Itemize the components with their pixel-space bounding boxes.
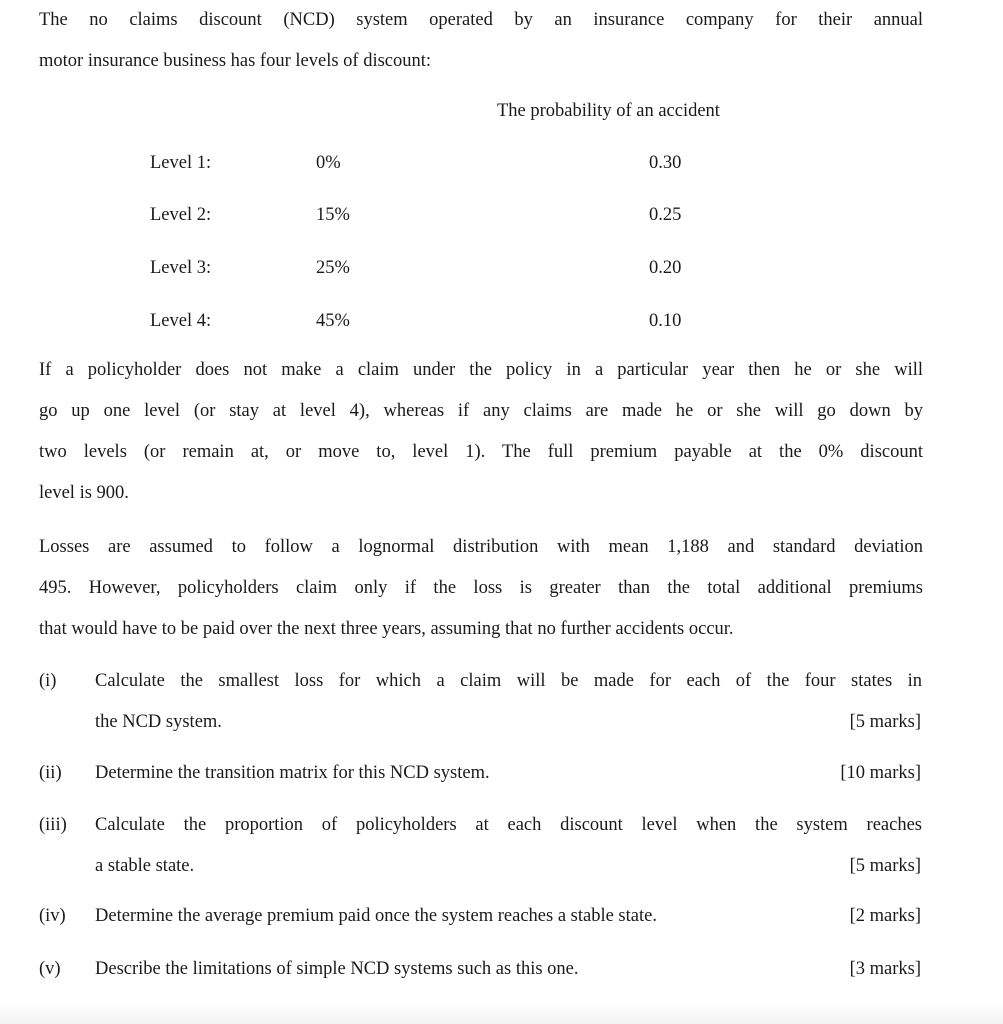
- probability-value: 0.25: [649, 205, 682, 225]
- question-line: a stable state.: [95, 856, 195, 876]
- probability-value: 0.30: [649, 153, 682, 173]
- bottom-fade: [0, 1004, 1003, 1024]
- question-line: Determine the transition matrix for this NCD system.: [95, 763, 490, 783]
- discount-value: 45%: [316, 311, 350, 331]
- marks-label: [5 marks]: [849, 712, 921, 732]
- discount-value: 0%: [316, 153, 341, 173]
- probability-value: 0.20: [649, 258, 682, 278]
- level-label: Level 4:: [150, 311, 212, 331]
- question-line: Determine the average premium paid once the system reaches a stable state.: [95, 906, 657, 926]
- question-number: (iii): [39, 815, 67, 835]
- intro-line: motor insurance business has four levels of discount:: [39, 51, 432, 71]
- discount-value: 25%: [316, 258, 350, 278]
- table-row: [0, 148, 1003, 178]
- rules-line: two levels (or remain at, or move to, level 1). The full premium payable at the 0% discount: [39, 442, 923, 462]
- discount-value: 15%: [316, 205, 350, 225]
- intro-paragraph: [39, 0, 923, 82]
- question-line: Describe the limitations of simple NCD systems such as this one.: [95, 959, 579, 979]
- table-row: [0, 306, 1003, 336]
- level-label: Level 3:: [150, 258, 212, 278]
- marks-label: [2 marks]: [849, 906, 921, 926]
- losses-line: that would have to be paid over the next three years, assuming that no further accidents occur.: [39, 619, 734, 639]
- losses-line: 495. However, policyholders claim only if the loss is greater than the total additional premiums: [39, 578, 923, 598]
- question-number: (i): [39, 671, 57, 691]
- question-text: [95, 949, 922, 990]
- rules-paragraph: [39, 350, 923, 514]
- losses-paragraph: [39, 527, 923, 650]
- losses-line: Losses are assumed to follow a lognormal distribution with mean 1,188 and standard deviation: [39, 537, 923, 557]
- question-line: Calculate the smallest loss for which a claim will be made for each of the four states in: [95, 671, 922, 691]
- probability-column-header: The probability of an accident: [497, 101, 720, 121]
- question-number: (ii): [39, 763, 62, 783]
- question-text: [95, 753, 922, 794]
- marks-label: [5 marks]: [849, 856, 921, 876]
- question-number: (v): [39, 959, 61, 979]
- rules-line: If a policyholder does not make a claim under the policy in a particular year then he or she will: [39, 360, 923, 380]
- question-line: Calculate the proportion of policyholders at each discount level when the system reaches: [95, 815, 922, 835]
- marks-label: [10 marks]: [840, 763, 921, 783]
- table-row: [0, 253, 1003, 283]
- table-row: [0, 200, 1003, 230]
- question-text: [95, 661, 922, 743]
- question-text: [95, 896, 815, 937]
- intro-line: The no claims discount (NCD) system operated by an insurance company for their annual: [39, 10, 923, 30]
- level-label: Level 2:: [150, 205, 212, 225]
- probability-value: 0.10: [649, 311, 682, 331]
- question-number: (iv): [39, 906, 66, 926]
- level-label: Level 1:: [150, 153, 212, 173]
- rules-line: level is 900.: [39, 483, 129, 503]
- question-text: [95, 805, 922, 887]
- question-line: the NCD system.: [95, 712, 222, 732]
- marks-label: [3 marks]: [849, 959, 921, 979]
- rules-line: go up one level (or stay at level 4), whereas if any claims are made he or she will go down by: [39, 401, 923, 421]
